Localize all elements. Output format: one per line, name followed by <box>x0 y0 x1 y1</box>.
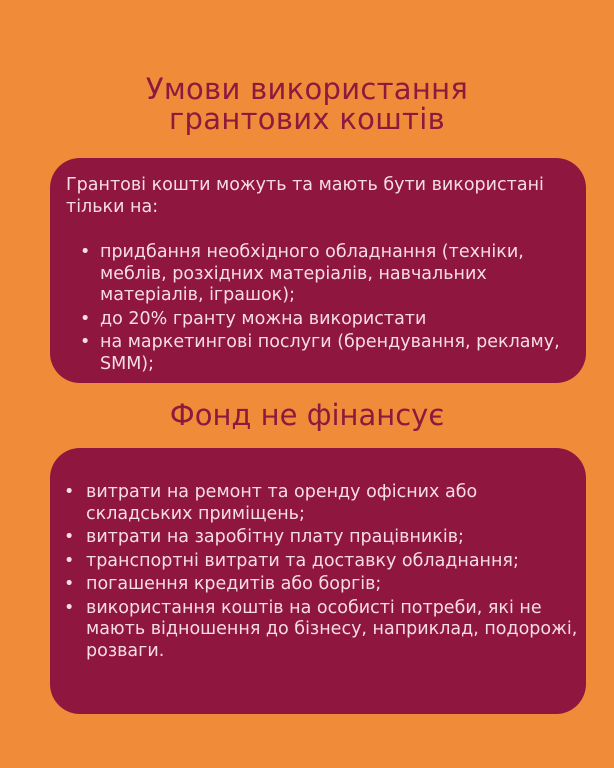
bullet-icon: • <box>80 332 91 352</box>
allowed-intro: Грантові кошти можуть та мають бути використані тільки на: <box>66 175 544 217</box>
list-item <box>64 598 580 663</box>
bullet-icon: • <box>64 597 75 618</box>
list-item-text: витрати на ремонт та оренду офісних або складських приміщень; <box>86 482 478 524</box>
bullet-icon: • <box>64 482 75 502</box>
allowed-list <box>80 242 580 377</box>
list-item <box>80 332 580 375</box>
list-item-text: на маркетингові послуги (брендування, рекламу, SMM); <box>100 332 560 374</box>
allowed-uses-card <box>50 158 586 383</box>
list-item-text: погашення кредитів або боргів; <box>86 574 382 594</box>
list-item-text: до 20% гранту можна використати <box>100 308 427 329</box>
list-item-text: транспортні витрати та доставку обладнання; <box>86 550 519 571</box>
page-title-line-1: Умови використання <box>145 72 469 106</box>
not-funded-list <box>64 482 580 664</box>
list-item <box>64 527 580 549</box>
list-item <box>64 574 580 596</box>
bullet-icon: • <box>80 242 91 262</box>
list-item-text: використання коштів на особисті потреби, які не мають відношення до бізнесу, наприклад, подорожі, розваги. <box>86 597 578 661</box>
not-funded-card <box>50 448 586 714</box>
not-funded-heading: Фонд не фінансує <box>169 398 445 432</box>
list-item <box>64 482 580 525</box>
list-item <box>80 242 580 307</box>
list-item <box>64 551 580 573</box>
list-item-text: придбання необхідного обладнання (техніки, меблів, розхідних матеріалів, навчальних матеріалів, іграшок); <box>100 242 524 305</box>
bullet-icon: • <box>64 527 75 547</box>
page-title-line-2: грантових коштів <box>169 102 445 136</box>
list-item <box>80 309 580 331</box>
bullet-icon: • <box>64 550 75 571</box>
bullet-icon: • <box>80 308 91 329</box>
bullet-icon: • <box>64 574 75 594</box>
list-item-text: витрати на заробітну плату працівників; <box>86 527 464 547</box>
